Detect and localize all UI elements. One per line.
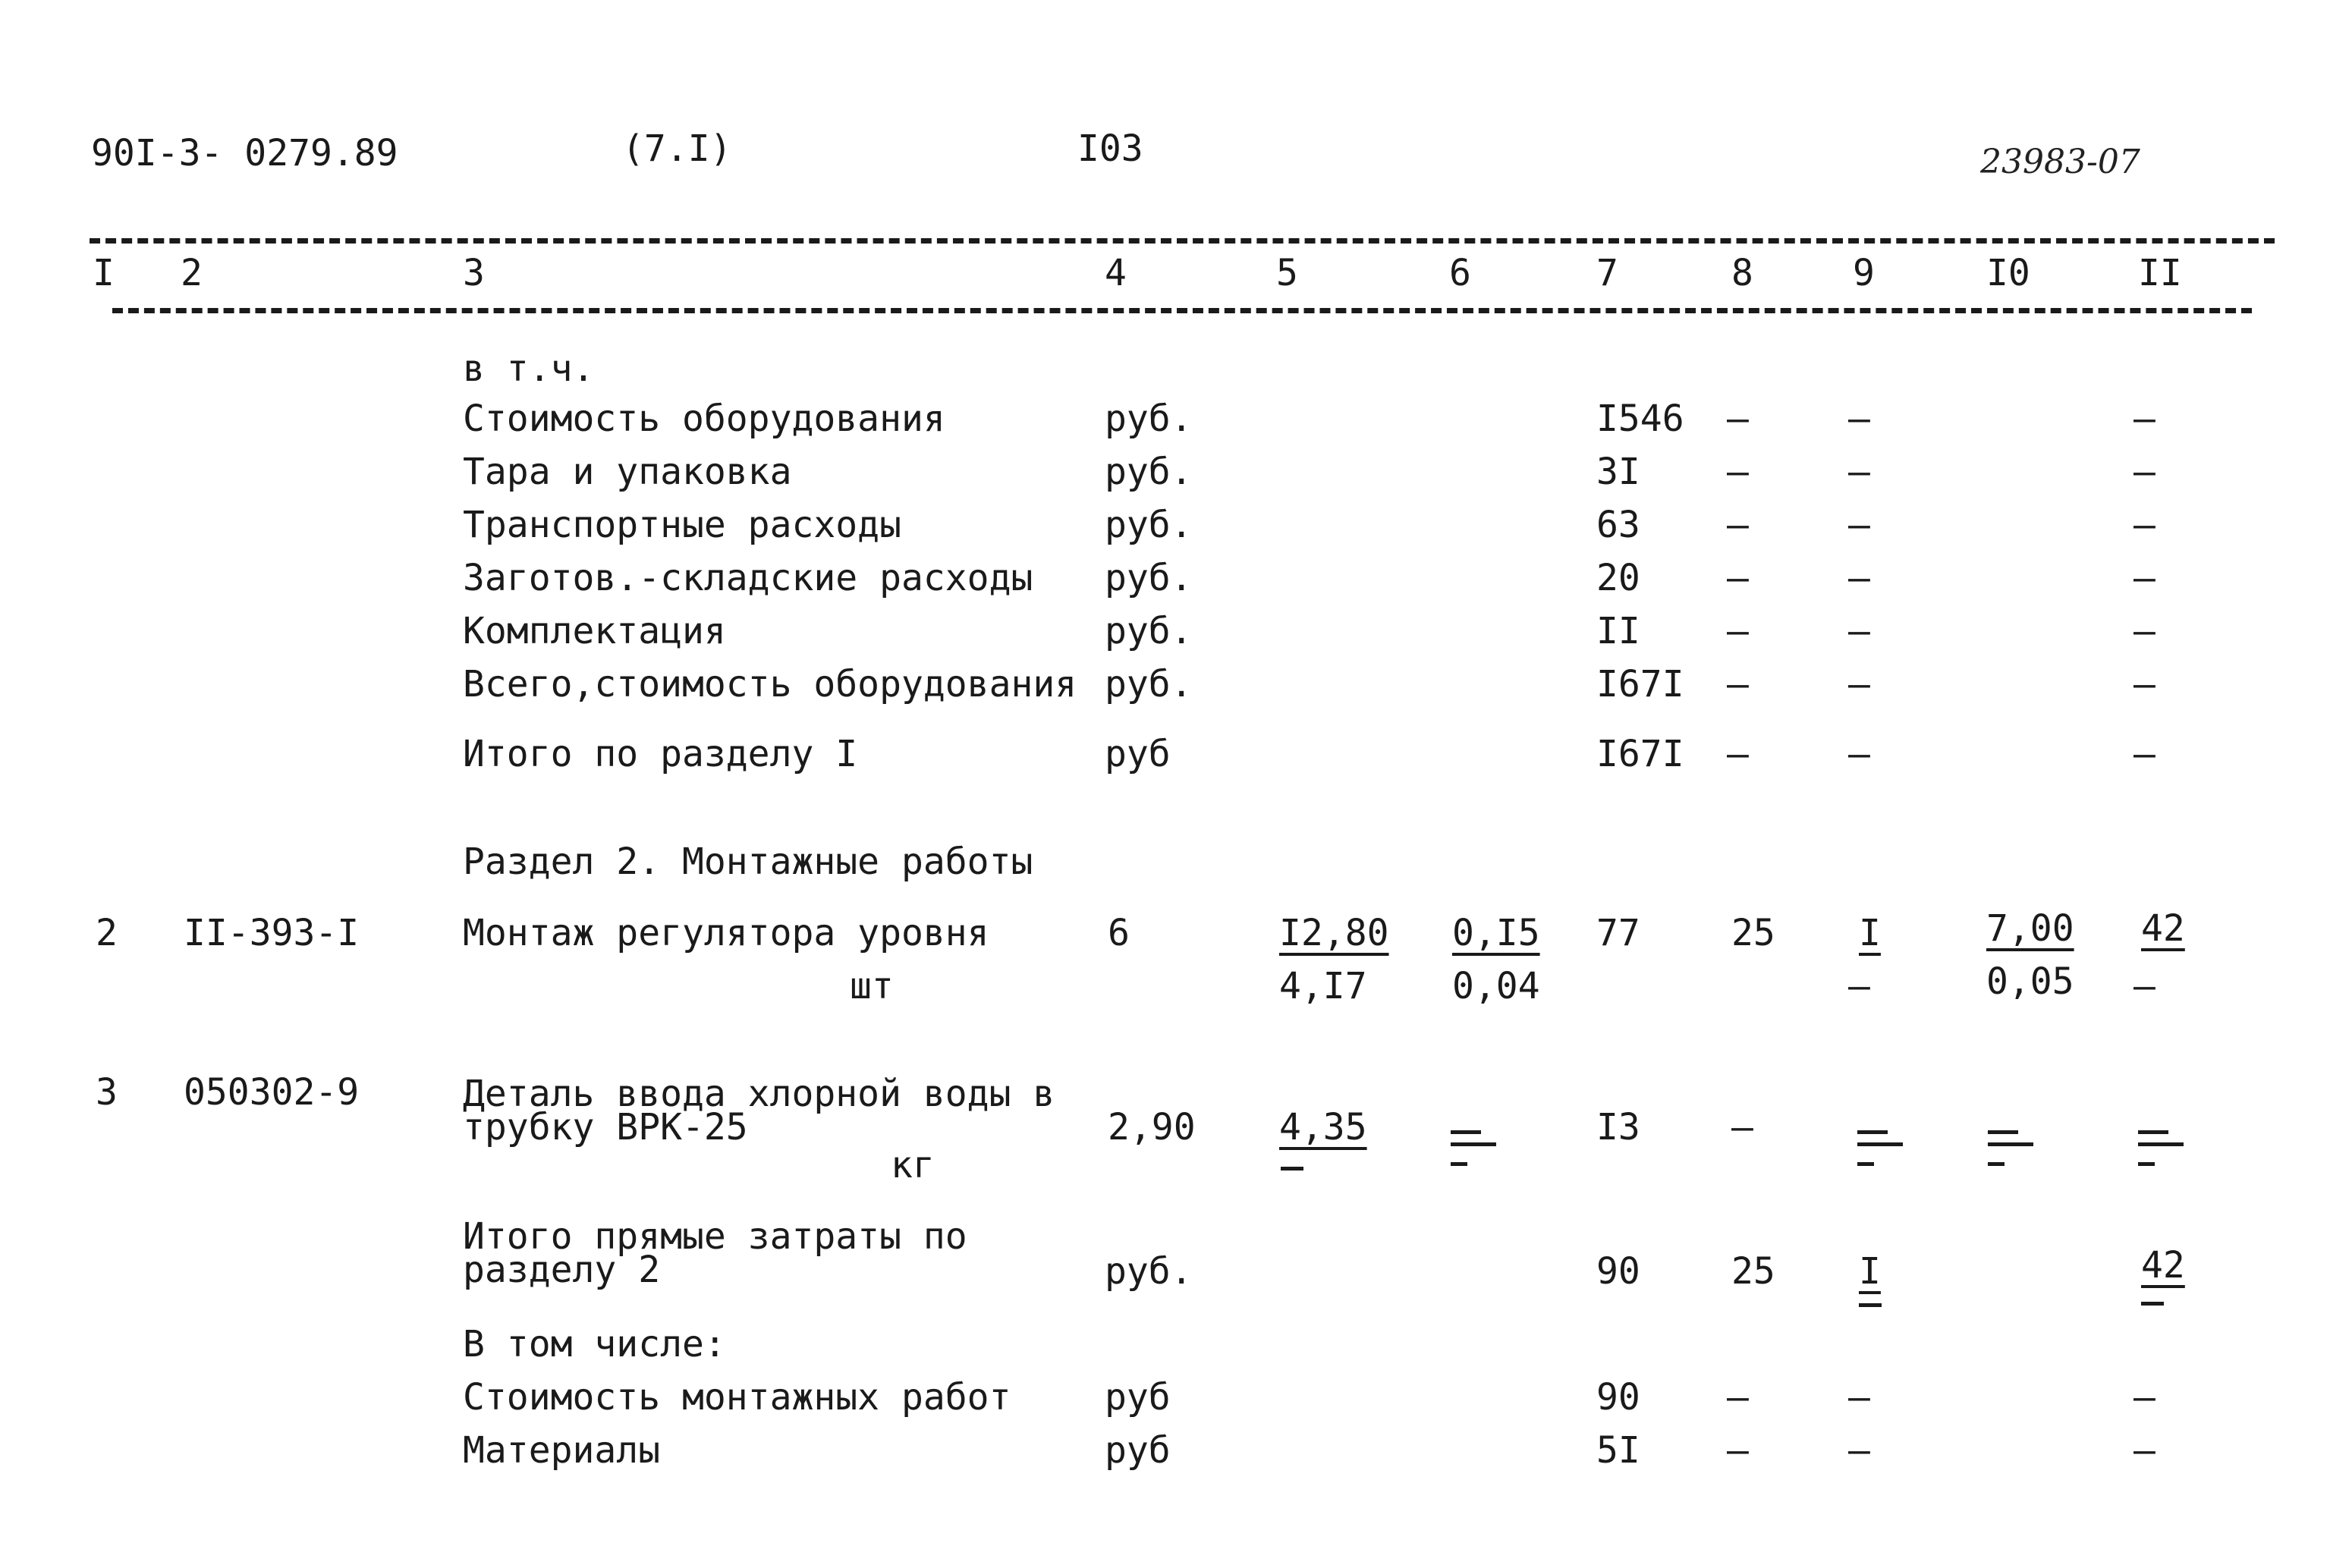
row-unit: руб. — [1105, 557, 1193, 599]
total-col11-mark — [2141, 1302, 2164, 1306]
col-header-4: 4 — [1105, 252, 1127, 294]
row-unit: руб. — [1105, 504, 1193, 546]
row-col8-dash: – — [1727, 1376, 1749, 1419]
row-col7: II — [1596, 610, 1640, 652]
row-col11-dash: – — [2133, 557, 2155, 599]
row-col7: I67I — [1596, 733, 1684, 775]
row-col9-dash: – — [1848, 1376, 1870, 1419]
item-col9-bottom-dash: – — [1848, 965, 1870, 1007]
item-name: Монтаж регулятора уровня — [463, 912, 989, 954]
item-col11-top: 42 — [2141, 907, 2185, 950]
document-code: 90I-3- 0279.89 — [91, 132, 398, 174]
row-col9-dash: – — [1848, 557, 1870, 599]
row-col8-dash: – — [1727, 557, 1749, 599]
row-unit: руб. — [1105, 451, 1193, 493]
total-unit: руб. — [1105, 1250, 1193, 1293]
item-col6-mark-top — [1451, 1130, 1481, 1134]
row-col7: 5I — [1596, 1429, 1640, 1472]
item-number: 3 — [96, 1071, 118, 1114]
row-name: Итого по разделу I — [463, 733, 858, 775]
row-col7: I67I — [1596, 663, 1684, 705]
row-col8-dash: – — [1727, 610, 1749, 652]
item-col10-mark-bottom — [1988, 1162, 2005, 1166]
item-col9-mark-mid — [1857, 1142, 1903, 1146]
row-name: Тара и упаковка — [463, 451, 792, 493]
row-name: Комплектация — [463, 610, 726, 652]
section-reference: (7.I) — [622, 127, 732, 170]
row-col9-dash: – — [1848, 1429, 1870, 1472]
including-label: в т.ч. — [463, 347, 595, 390]
section2-title: Раздел 2. Монтажные работы — [463, 841, 1033, 883]
row-unit: руб — [1105, 1429, 1171, 1472]
row-unit: руб. — [1105, 610, 1193, 652]
item-quantity: 6 — [1108, 912, 1130, 954]
row-unit: руб — [1105, 1376, 1171, 1419]
item-code: 050302-9 — [184, 1071, 360, 1114]
item-name-line1: Деталь ввода хлорной воды в — [463, 1073, 1055, 1115]
row-col9-dash: – — [1848, 663, 1870, 705]
item-col5-bottom: 4,I7 — [1279, 965, 1367, 1007]
total-col11: 42 — [2141, 1244, 2185, 1287]
row-col8-dash: – — [1727, 663, 1749, 705]
row-name: Материалы — [463, 1429, 661, 1472]
page-number: I03 — [1077, 127, 1143, 170]
item-col8-dash: – — [1731, 1106, 1753, 1149]
handwritten-reference: 23983-07 — [1980, 143, 2140, 181]
item-col10-bottom: 0,05 — [1986, 960, 2074, 1003]
item-col6-mark-bottom — [1451, 1162, 1467, 1166]
col-header-5: 5 — [1276, 252, 1298, 294]
item-col11-bottom-dash: – — [2133, 965, 2155, 1007]
item-col5-bottom-mark — [1281, 1167, 1303, 1171]
item-col5-top: I2,80 — [1279, 912, 1389, 954]
col-header-9: 9 — [1853, 252, 1875, 294]
row-name: Стоимость монтажных работ — [463, 1376, 1011, 1419]
row-unit: руб. — [1105, 397, 1193, 440]
item-col10-mark-mid — [1988, 1142, 2033, 1146]
row-col11-dash: – — [2133, 610, 2155, 652]
item-col6-top: 0,I5 — [1452, 912, 1540, 954]
header-rule-bottom — [112, 308, 2252, 313]
col-header-10: I0 — [1986, 252, 2030, 294]
col-header-6: 6 — [1449, 252, 1471, 294]
item-name-line2: трубку ВРК-25 — [463, 1106, 748, 1149]
row-name: Заготов.-складские расходы — [463, 557, 1033, 599]
col-header-11: II — [2138, 252, 2182, 294]
item-col10-mark-top — [1988, 1130, 2018, 1134]
item-col11-mark-mid — [2138, 1142, 2184, 1146]
item-col7: 77 — [1596, 912, 1640, 954]
row-col11-dash: – — [2133, 663, 2155, 705]
row-col8-dash: – — [1727, 1429, 1749, 1472]
item-col9-mark-bottom — [1857, 1162, 1874, 1166]
row-col11-dash: – — [2133, 1429, 2155, 1472]
total-line1: Итого прямые затраты по — [463, 1215, 967, 1258]
total-line2: разделу 2 — [463, 1249, 661, 1291]
including2-label: В том числе: — [463, 1323, 726, 1365]
row-name: Стоимость оборудования — [463, 397, 945, 440]
item-col11-mark-top — [2138, 1130, 2168, 1134]
total-col9: I — [1859, 1250, 1881, 1293]
row-col7: 90 — [1596, 1376, 1640, 1419]
item-unit: кг — [891, 1144, 935, 1186]
item-col9-mark-top — [1857, 1130, 1888, 1134]
row-name: Транспортные расходы — [463, 504, 901, 546]
row-col11-dash: – — [2133, 1376, 2155, 1419]
item-code: II-393-I — [184, 912, 360, 954]
header-rule-top — [90, 238, 2275, 244]
total-col9-mark — [1859, 1303, 1882, 1307]
row-col7: 20 — [1596, 557, 1640, 599]
total-col7: 90 — [1596, 1250, 1640, 1293]
row-col7: I546 — [1596, 397, 1684, 440]
row-col11-dash: – — [2133, 504, 2155, 546]
row-name: Всего,стоимость оборудования — [463, 663, 1077, 705]
row-unit: руб — [1105, 733, 1171, 775]
row-col8-dash: – — [1727, 504, 1749, 546]
row-col9-dash: – — [1848, 397, 1870, 440]
row-col7: 3I — [1596, 451, 1640, 493]
item-col6-mark-mid — [1451, 1142, 1496, 1146]
row-unit: руб. — [1105, 663, 1193, 705]
item-number: 2 — [96, 912, 118, 954]
col-header-7: 7 — [1596, 252, 1618, 294]
row-col9-dash: – — [1848, 451, 1870, 493]
col-header-2: 2 — [181, 252, 203, 294]
item-quantity: 2,90 — [1108, 1106, 1196, 1149]
item-col9-top: I — [1859, 912, 1881, 954]
row-col9-dash: – — [1848, 610, 1870, 652]
row-col9-dash: – — [1848, 504, 1870, 546]
col-header-3: 3 — [463, 252, 485, 294]
row-col8-dash: – — [1727, 733, 1749, 775]
row-col8-dash: – — [1727, 397, 1749, 440]
total-col8: 25 — [1731, 1250, 1775, 1293]
row-col11-dash: – — [2133, 451, 2155, 493]
row-col11-dash: – — [2133, 397, 2155, 440]
col-header-1: I — [93, 252, 115, 294]
item-col10-top: 7,00 — [1986, 907, 2074, 950]
item-col7: I3 — [1596, 1106, 1640, 1149]
item-col6-bottom: 0,04 — [1452, 965, 1540, 1007]
item-col11-mark-bottom — [2138, 1162, 2155, 1166]
row-col9-dash: – — [1848, 733, 1870, 775]
col-header-8: 8 — [1731, 252, 1753, 294]
row-col7: 63 — [1596, 504, 1640, 546]
row-col8-dash: – — [1727, 451, 1749, 493]
row-col11-dash: – — [2133, 733, 2155, 775]
item-col5-top: 4,35 — [1279, 1106, 1367, 1149]
item-col8: 25 — [1731, 912, 1775, 954]
item-unit: шт — [850, 965, 894, 1007]
